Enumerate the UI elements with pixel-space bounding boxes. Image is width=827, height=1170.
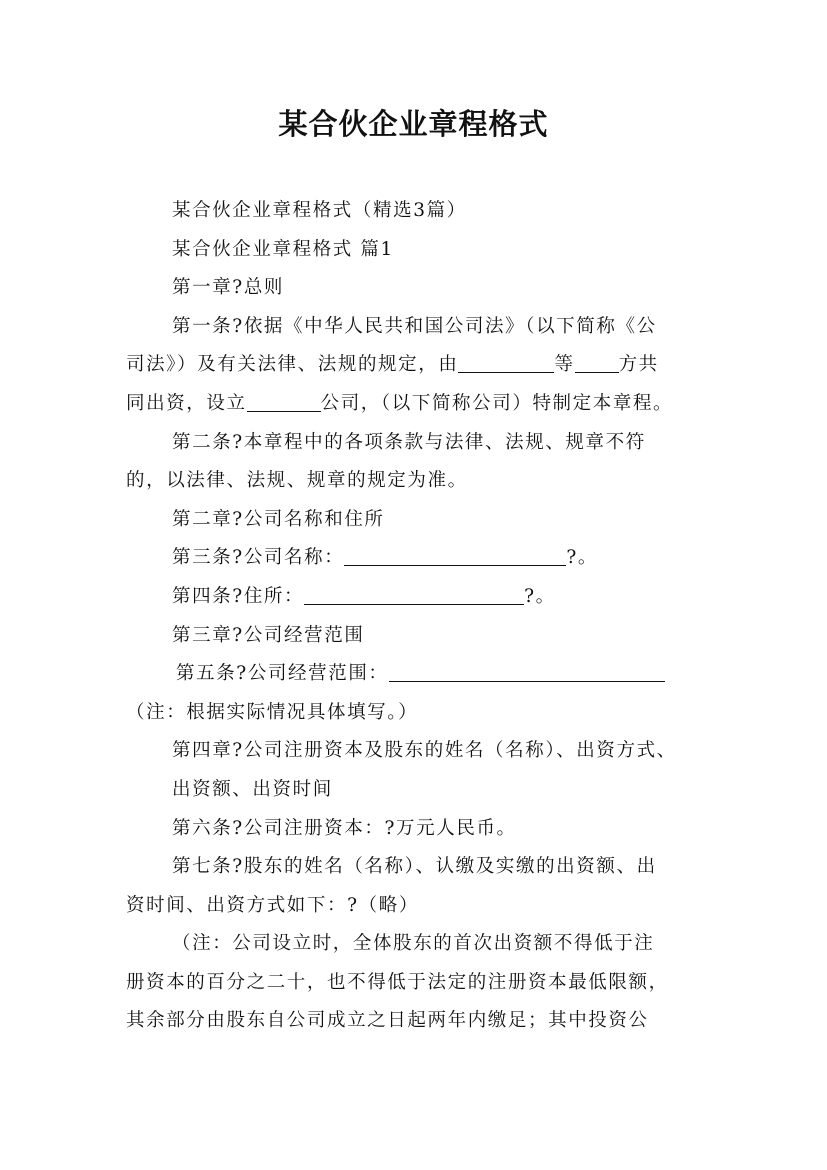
chapter-heading: 第二章?公司名称和住所	[172, 508, 385, 530]
subtitle-line: 某合伙企业章程格式（精选3篇）	[172, 200, 467, 221]
article-text: 的，以法律、法规、规章的规定为准。	[126, 470, 468, 492]
note-text: 册资本的百分之二十，也不得低于法定的注册资本最低限额，	[126, 971, 669, 993]
fill-in-blank	[344, 547, 566, 567]
article-text: 第一条?依据《中华人民共和国公司法》（以下简称《公	[172, 315, 657, 337]
note-text: （注：根据实际情况具体填写。）	[126, 701, 419, 723]
fill-in-blank	[304, 585, 524, 605]
fill-in-blank	[389, 663, 665, 683]
chapter-heading: 第四章?公司注册资本及股东的姓名（名称）、出资方式、	[172, 740, 677, 762]
note-text: （注：公司设立时，全体股东的首次出资额不得低于注	[172, 933, 655, 955]
article-text: 第三条?公司名称： ?。	[172, 547, 598, 569]
article-text: 资时间、出资方式如下：?（略）	[126, 894, 419, 916]
section-heading: 某合伙企业章程格式 篇1	[172, 238, 394, 260]
chapter-heading: 出资额、出资时间	[172, 778, 333, 800]
document-body	[126, 192, 703, 1041]
article-text: 第四条?住所： ?。	[172, 585, 556, 607]
chapter-heading: 第一章?总则	[172, 277, 285, 299]
article-text: 第七条?股东的姓名（名称）、认缴及实缴的出资额、出	[172, 856, 657, 878]
fill-in-blank	[247, 392, 321, 412]
article-text: 同出资，设立 公司，（以下简称公司）特制定本章程。	[126, 392, 674, 414]
article-text: 第二条?本章程中的各项条款与法律、法规、规章不符	[172, 431, 646, 453]
article-text: 第五条?公司经营范围：	[126, 655, 703, 694]
chapter-heading: 第三章?公司经营范围	[172, 624, 365, 646]
fill-in-blank	[575, 354, 619, 374]
fill-in-blank	[458, 354, 554, 374]
note-text: 其余部分由股东自公司成立之日起两年内缴足；其中投资公	[126, 1010, 649, 1032]
document-title: 某合伙企业章程格式	[278, 107, 549, 141]
article-text: 第六条?公司注册资本：?万元人民币。	[172, 817, 517, 839]
article-text: 司法》）及有关法律、法规的规定，由 等 方共	[126, 354, 659, 376]
